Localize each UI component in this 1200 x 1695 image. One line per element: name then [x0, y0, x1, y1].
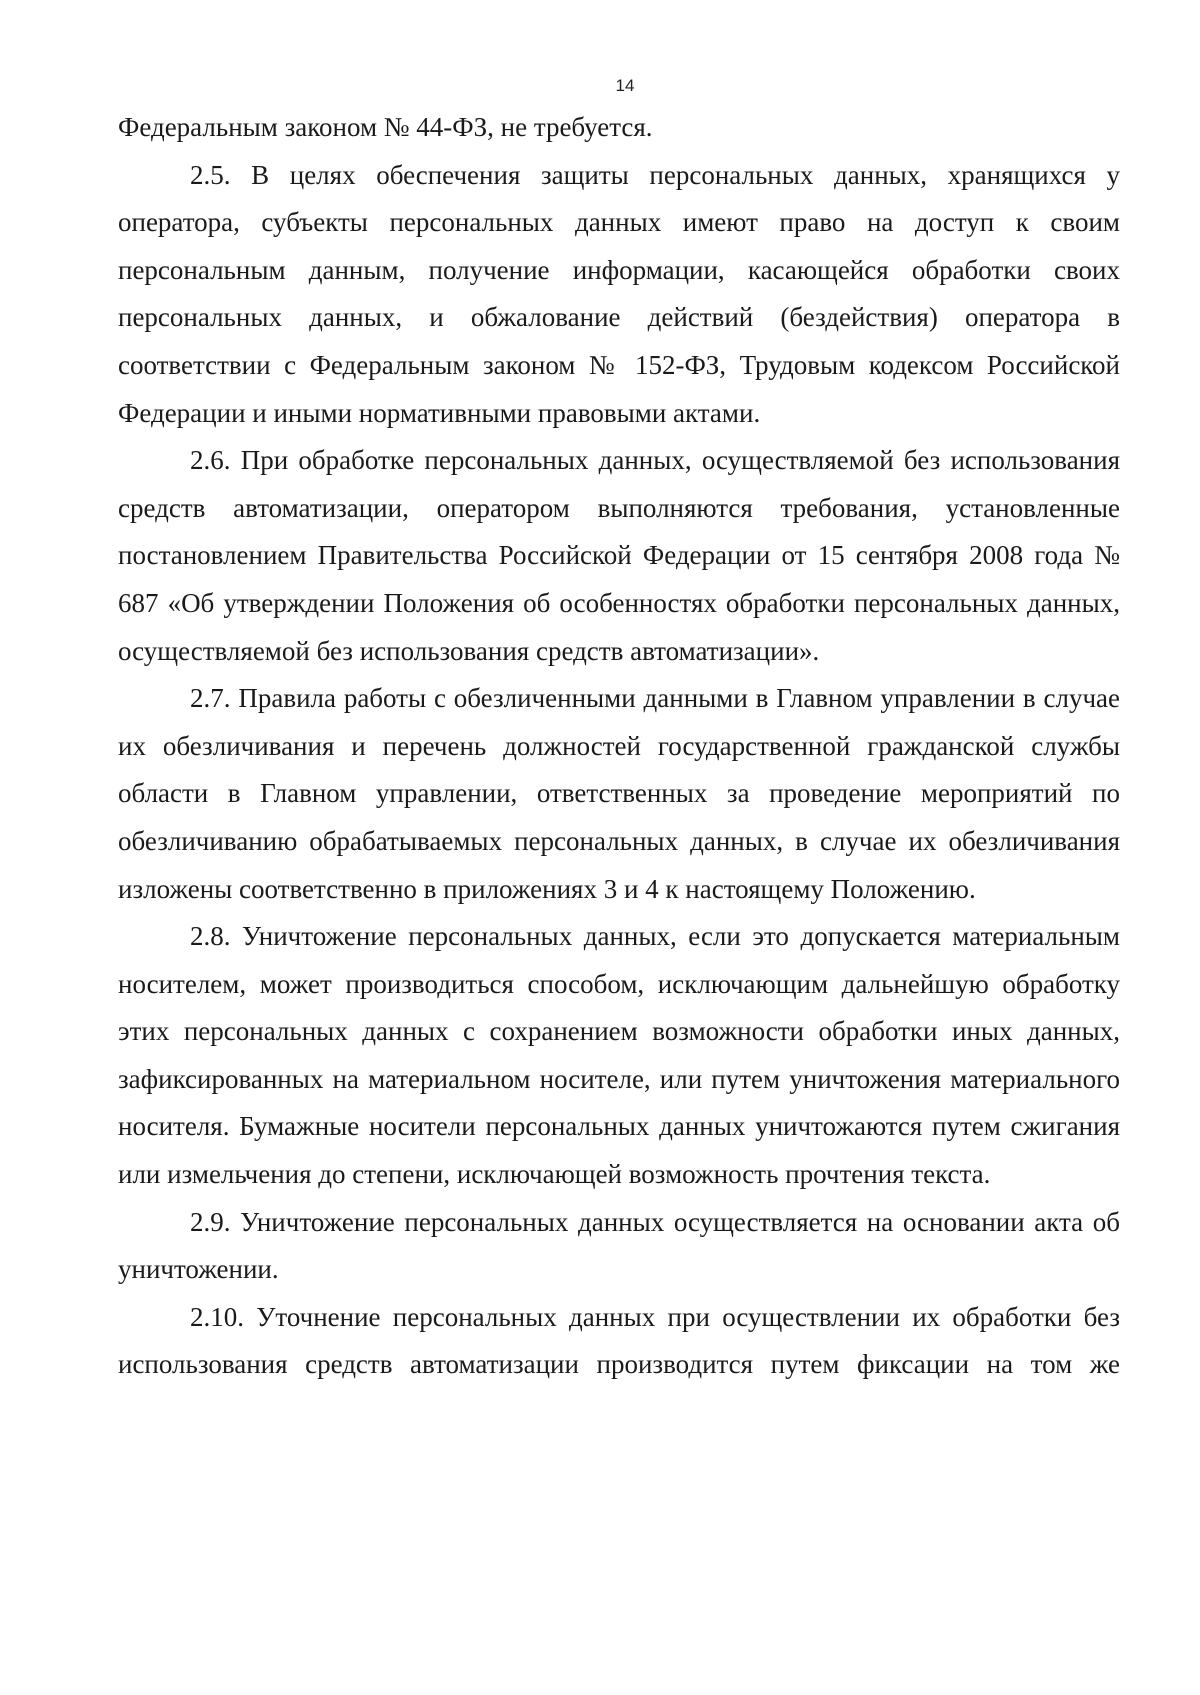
paragraph-2-5: 2.5. В целях обеспечения защиты персональных данных, хранящихся у оператора, субъекты персональных данных имеют право на доступ к своим персональным данным, получение информации, касающейся обработки своих персональных данных, и обжалование действий (бездействия) оператора в соответствии с Федеральным законом № 152-ФЗ, Трудовым кодексом Российской Федерации и иными нормативными правовыми актами. — [118, 159, 1120, 428]
paragraph-2-7: 2.7. Правила работы с обезличенными данными в Главном управлении в случае их обезличивания и перечень должностей государственной гражданской службы области в Главном управлении, ответственных за проведение мероприятий по обезличиванию обрабатываемых персональных данных, в случае их обезличивания изложены соответственно в приложениях 3 и 4 к настоящему Положению. — [118, 683, 1120, 904]
page-number: 14 — [615, 76, 635, 95]
paragraph-continuation: Федеральным законом № 44-ФЗ, не требуется. — [118, 112, 653, 142]
paragraph-2-8: 2.8. Уничтожение персональных данных, если это допускается материальным носителем, может производиться способом, исключающим дальнейшую обработку этих персональных данных с сохранением возможности обработки иных данных, зафиксированных на материальном носителе, или путем уничтожения материального носителя. Бумажные носители персональных данных уничтожаются путем сжигания или измельчения до степени, исключающей возможность прочтения текста. — [118, 921, 1120, 1190]
paragraph-2-9: 2.9. Уничтожение персональных данных осуществляется на основании акта об уничтожении. — [118, 1206, 1120, 1285]
paragraph-2-10: 2.10. Уточнение персональных данных при осуществлении их обработки без использования средств автоматизации производится путем фиксации на том же — [118, 1301, 1120, 1380]
paragraph-2-6: 2.6. При обработке персональных данных, осуществляемой без использования средств автоматизации, оператором выполняются требования, установленные постановлением Правительства Российской Федерации от 15 сентября 2008 года № 687 «Об утверждении Положения об особенностях обработки персональных данных, осуществляемой без использования средств автоматизации». — [118, 445, 1120, 666]
document-body — [118, 104, 1120, 1389]
